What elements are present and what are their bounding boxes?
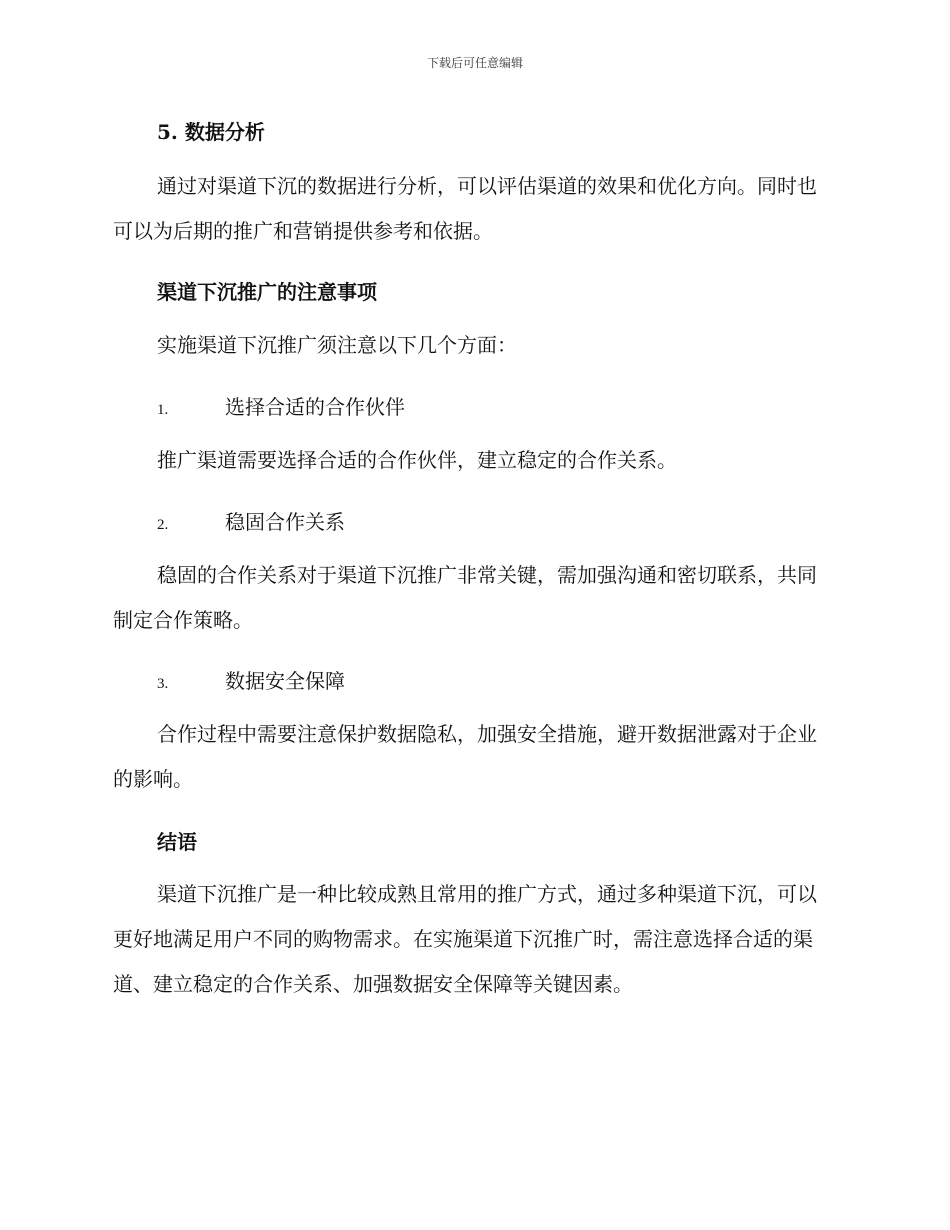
conclusion-body: 渠道下沉推广是一种比较成熟且常用的推广方式，通过多种渠道下沉，可以更好地满足用户不同的购物需求。在实施渠道下沉推广时，需注意选择合适的渠道、建立稳定的合作关系、加强数据安全保障等关键因素。 — [113, 882, 817, 996]
notes-intro: 实施渠道下沉推广须注意以下几个方面： — [157, 333, 517, 357]
list-item-2 — [157, 506, 877, 535]
conclusion-title: 结语 — [157, 830, 197, 854]
list-item-2-body: 稳固的合作关系对于渠道下沉推广非常关键，需加强沟通和密切联系，共同制定合作策略。 — [113, 563, 817, 632]
section-5-title: 5. 数据分析 — [157, 120, 265, 144]
list-number: 1. — [157, 402, 169, 418]
list-number: 2. — [157, 517, 169, 533]
list-label: 数据安全保障 — [225, 669, 345, 693]
list-item-1 — [157, 391, 877, 420]
notes-title: 渠道下沉推广的注意事项 — [157, 280, 377, 304]
list-item-1-body: 推广渠道需要选择合适的合作伙伴，建立稳定的合作关系。 — [157, 448, 677, 472]
list-item-3-body: 合作过程中需要注意保护数据隐私，加强安全措施，避开数据泄露对于企业的影响。 — [113, 722, 817, 791]
section-5-body: 通过对渠道下沉的数据进行分析，可以评估渠道的效果和优化方向。同时也可以为后期的推广和营销提供参考和依据。 — [113, 174, 817, 243]
list-number: 3. — [157, 676, 169, 692]
list-label: 稳固合作关系 — [225, 510, 345, 534]
list-label: 选择合适的合作伙伴 — [225, 395, 405, 419]
page-header: 下载后可任意编辑 — [426, 56, 523, 70]
list-item-3 — [157, 665, 877, 694]
